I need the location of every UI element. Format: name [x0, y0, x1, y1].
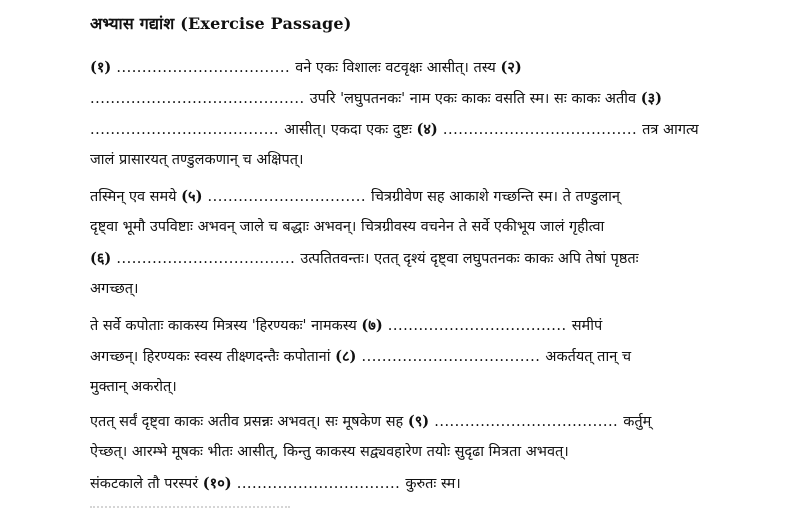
passage-text: उपरि 'लघुपतनकः' नाम एकः काकः वसति स्म। सः काकः अतीव — [309, 91, 641, 107]
paragraph-2 — [90, 181, 790, 305]
fill-in-blank: ................................... — [111, 251, 301, 267]
blank-number: (५) — [181, 188, 203, 205]
passage-heading — [90, 12, 352, 34]
blank-number: (२) — [500, 59, 522, 76]
passage-line — [90, 243, 790, 274]
heading-english: (Exercise Passage) — [180, 14, 352, 33]
blank-number: (९) — [407, 413, 430, 430]
passage-text: तत्र आगत्य — [642, 122, 699, 138]
passage-line — [90, 341, 790, 372]
passage-line — [90, 52, 790, 83]
fill-in-blank: ..................................... — [90, 122, 285, 138]
blank-number: (७) — [361, 317, 383, 334]
passage-text: तस्मिन् एव समये — [90, 189, 182, 205]
passage-text: जालं प्रासारयत् तण्डुलकणान् च अक्षिपत्। — [90, 152, 304, 168]
passage-text: आसीत्। एकदा एकः दुष्टः — [284, 122, 417, 138]
passage-line — [90, 83, 790, 114]
passage-text: समीपं — [571, 318, 603, 334]
passage-text: कुरुतः स्म। — [405, 476, 461, 492]
passage-text: अगच्छत्। — [90, 281, 139, 297]
fill-in-blank: .......................................... — [90, 91, 310, 107]
blank-number: (६) — [90, 250, 112, 267]
passage-line — [90, 181, 790, 212]
passage-text: वने एकः विशालः वटवृक्षः आसीत्। तस्य — [295, 60, 501, 76]
passage-text: दृष्ट्वा भूमौ उपविष्टाः अभवन् जाले च बद्धाः अभवन्। चित्रग्रीवस्य वचनेन ते सर्वे एकीभूय जालं गृहीत्वा — [90, 219, 605, 235]
passage-text: अगच्छन्। हिरण्यकः स्वस्य तीक्ष्णदन्तैः कपोतानां — [90, 349, 336, 365]
passage-line — [90, 406, 790, 437]
passage-text: ते सर्वे कपोताः काकस्य मित्रस्य 'हिरण्यकः' नामकस्य — [90, 318, 362, 334]
fill-in-blank: ...................................... — [437, 122, 643, 138]
fill-in-blank: ................................... — [356, 349, 546, 365]
passage-text: संकटकाले तौ परस्परं — [90, 476, 203, 492]
passage-line — [90, 310, 790, 341]
passage-line — [90, 212, 790, 243]
cropped-previous-text — [90, 0, 790, 4]
fill-in-blank: ............................... — [202, 189, 372, 205]
heading-hindi: अभ्यास गद्यांश — [90, 14, 175, 33]
passage-text: उत्पतितवन्तः। एतत् दृश्यं दृष्ट्वा लघुपतनकः काकः अपि तेषां पृष्ठतः — [300, 251, 639, 267]
passage-line — [90, 274, 790, 305]
fill-in-blank: .................................... — [429, 414, 624, 430]
passage-line — [90, 468, 790, 499]
passage-text: मुक्तान् अकरोत्। — [90, 379, 177, 395]
blank-number: (१०) — [202, 475, 232, 492]
paragraph-1 — [90, 52, 790, 176]
blank-number: (८) — [335, 348, 357, 365]
blank-number: (३) — [640, 90, 662, 107]
passage-text: अकर्तयत् तान् च — [545, 349, 632, 365]
passage-text: चित्रग्रीवेण सह आकाशे गच्छन्ति स्म। ते तण्डुलान् — [371, 189, 620, 205]
blank-number: (४) — [416, 121, 438, 138]
paragraph-3 — [90, 310, 790, 403]
fill-in-blank: .................................. — [111, 60, 296, 76]
passage-line — [90, 114, 790, 145]
passage-line — [90, 372, 790, 403]
fill-in-blank: ................................... — [382, 318, 572, 334]
paragraph-4 — [90, 406, 790, 499]
passage-text: कर्तुम् — [623, 414, 652, 430]
blank-number: (१) — [90, 59, 112, 76]
passage-line — [90, 437, 790, 468]
passage-text: ऐच्छत्। आरम्भे मूषकः भीतः आसीत्, किन्तु काकस्य सद्व्यवहारेण तयोः सुदृढा मित्रता अभवत्। — [90, 444, 569, 460]
passage-text: एतत् सर्वं दृष्ट्वा काकः अतीव प्रसन्नः अभवत्। सः मूषकेण सह — [90, 414, 408, 430]
fill-in-blank: ................................ — [231, 476, 406, 492]
passage-line — [90, 145, 790, 176]
